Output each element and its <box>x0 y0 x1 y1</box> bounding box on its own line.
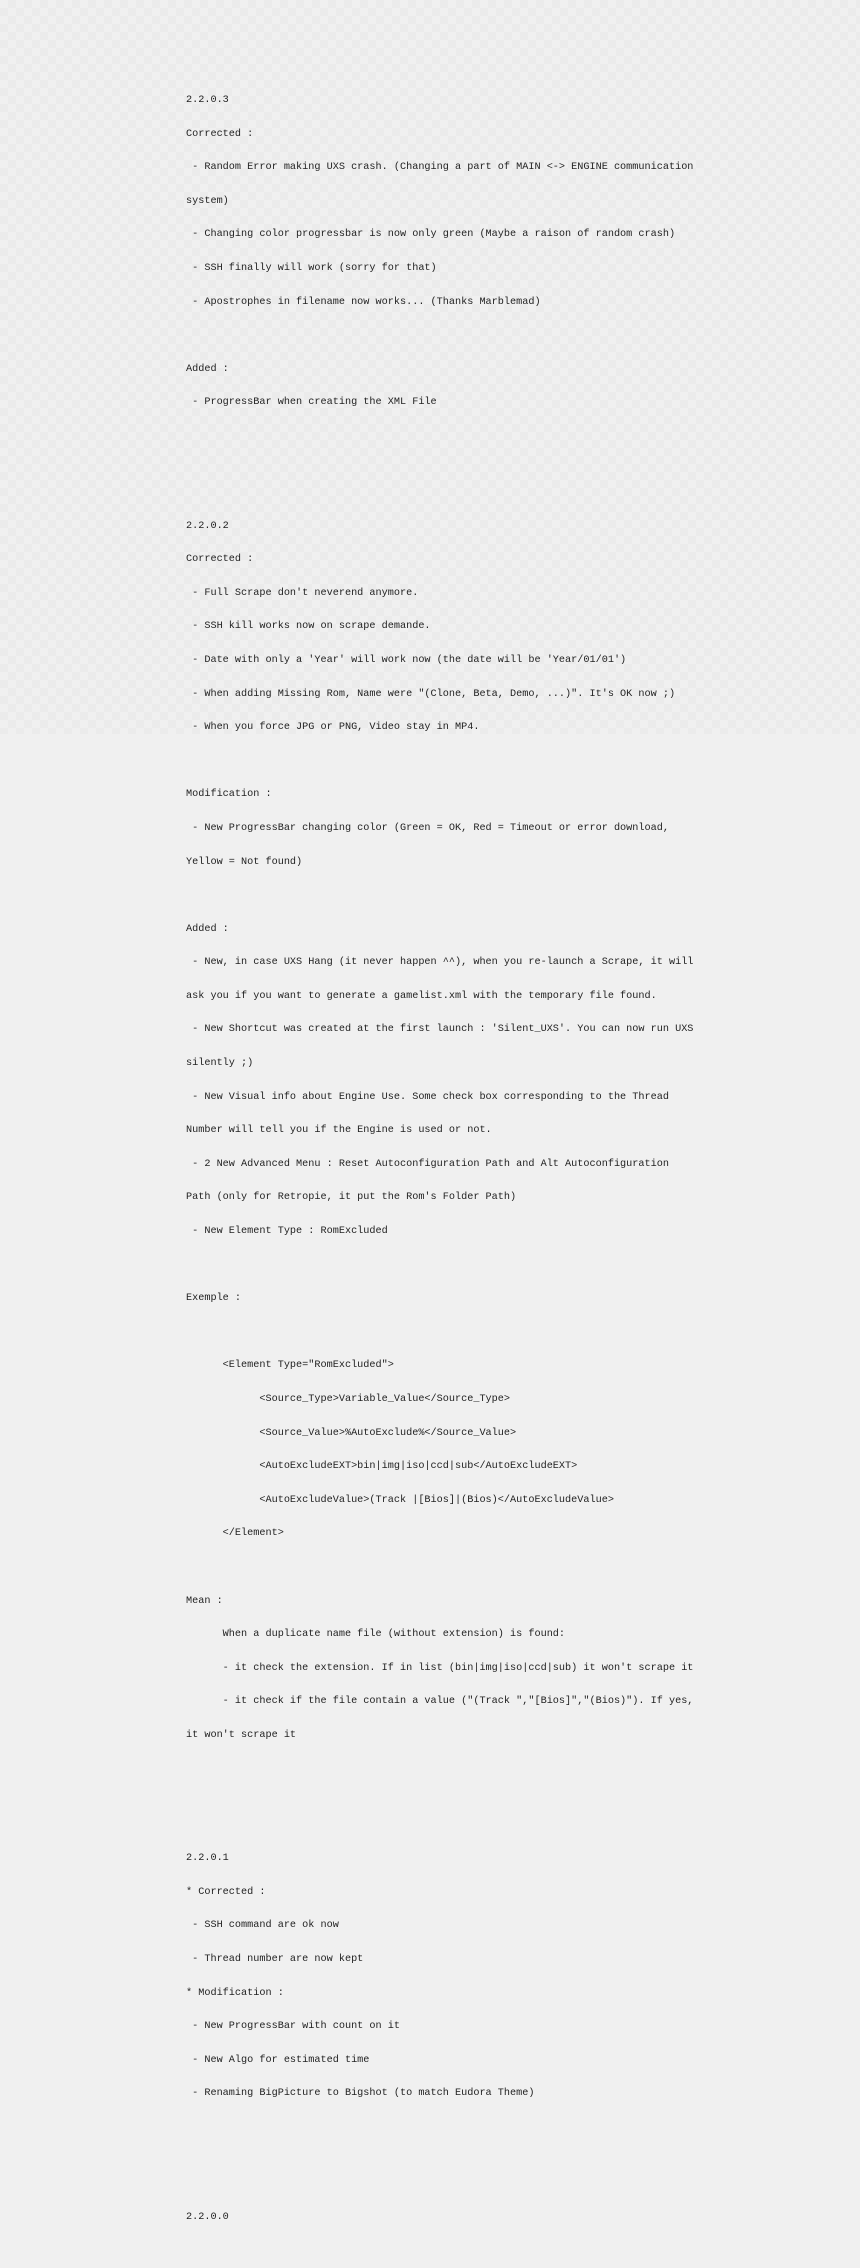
changelog-line: - SSH finally will work (sorry for that) <box>186 262 437 274</box>
changelog-line: - Thread number are now kept <box>186 1953 364 1965</box>
corrected-heading: * Corrected : <box>186 1886 266 1898</box>
changelog-line: - New Algo for estimated time <box>186 2054 370 2066</box>
release-2201 <box>186 1831 686 2156</box>
code-line: <Source_Value>%AutoExclude%</Source_Value> <box>186 1427 517 1439</box>
changelog-line: silently ;) <box>186 1058 254 1070</box>
changelog-line: - New ProgressBar changing color (Green = OK, Red = Timeout or error download, <box>186 822 669 834</box>
changelog-line: - SSH kill works now on scrape demande. <box>186 621 431 633</box>
code-line: </Element> <box>186 1528 284 1540</box>
changelog-line: - New ProgressBar with count on it <box>186 2021 400 2033</box>
changelog-line: - 2 New Advanced Menu : Reset Autoconfiguration Path and Alt Autoconfiguration <box>186 1158 669 1170</box>
changelog-line: Yellow = Not found) <box>186 856 303 868</box>
release-2203 <box>186 73 694 465</box>
release-2200 <box>186 2189 686 2245</box>
modification-heading: Modification : <box>186 789 272 801</box>
changelog-line: ask you if you want to generate a gamelist.xml with the temporary file found. <box>186 990 657 1002</box>
changelog-line: - ProgressBar when creating the XML File <box>186 397 437 409</box>
changelog-line: it won't scrape it <box>186 1729 297 1741</box>
version-heading: 2.2.0.3 <box>186 95 229 107</box>
changelog-line: - Renaming BigPicture to Bigshot (to match Eudora Theme) <box>186 2088 535 2100</box>
mean-heading: Mean : <box>186 1595 223 1607</box>
code-line: <AutoExcludeEXT>bin|img|iso|ccd|sub</AutoExcludeEXT> <box>186 1461 578 1473</box>
changelog-line: When a duplicate name file (without extension) is found: <box>186 1629 566 1641</box>
example-heading: Exemple : <box>186 1293 242 1305</box>
code-line: <Source_Type>Variable_Value</Source_Type> <box>186 1394 511 1405</box>
changelog-line: - Date with only a 'Year' will work now (the date will be 'Year/01/01') <box>186 654 627 666</box>
code-line: <AutoExcludeValue>(Track |[Bios]|(Bios)</AutoExcludeValue> <box>186 1494 614 1506</box>
version-heading: 2.2.0.1 <box>186 1853 229 1865</box>
changelog-line: - Full Scrape don't neverend anymore. <box>186 587 419 599</box>
version-heading: 2.2.0.2 <box>186 520 229 532</box>
changelog-document <box>186 39 694 2268</box>
changelog-line: - it check if the file contain a value ("(Track ","[Bios]","(Bios)"). If yes, <box>186 1696 694 1708</box>
added-heading: Added : <box>186 923 229 935</box>
changelog-line: - SSH command are ok now <box>186 1920 339 1932</box>
version-heading: 2.2.0.0 <box>186 2211 229 2223</box>
corrected-heading: Corrected : <box>186 554 254 566</box>
changelog-line: - it check the extension. If in list (bin|img|iso|ccd|sub) it won't scrape it <box>186 1662 694 1674</box>
release-2202 <box>186 498 694 1797</box>
changelog-line: - New Shortcut was created at the first launch : 'Silent_UXS'. You can now run UXS <box>186 1024 694 1036</box>
changelog-line: - New Visual info about Engine Use. Some check box corresponding to the Thread <box>186 1091 669 1103</box>
changelog-line: - When adding Missing Rom, Name were "(Clone, Beta, Demo, ...)". It's OK now ;) <box>186 688 676 700</box>
changelog-line: system) <box>186 195 229 207</box>
changelog-line: - Changing color progressbar is now only green (Maybe a raison of random crash) <box>186 229 676 241</box>
added-heading: Added : <box>186 363 229 375</box>
changelog-line: - New Element Type : RomExcluded <box>186 1226 388 1238</box>
corrected-heading: Corrected : <box>186 128 254 140</box>
code-line: <Element Type="RomExcluded"> <box>186 1360 394 1372</box>
changelog-line: - Apostrophes in filename now works... (Thanks Marblemad) <box>186 296 541 308</box>
changelog-line: - New, in case UXS Hang (it never happen ^^), when you re-launch a Scrape, it will <box>186 957 694 969</box>
changelog-line: Path (only for Retropie, it put the Rom's Folder Path) <box>186 1192 517 1204</box>
changelog-line: Number will tell you if the Engine is used or not. <box>186 1125 492 1137</box>
changelog-line: - Random Error making UXS crash. (Changing a part of MAIN <-> ENGINE communication <box>186 162 694 174</box>
modification-heading: * Modification : <box>186 1987 284 1999</box>
changelog-line: - When you force JPG or PNG, Video stay in MP4. <box>186 722 480 734</box>
